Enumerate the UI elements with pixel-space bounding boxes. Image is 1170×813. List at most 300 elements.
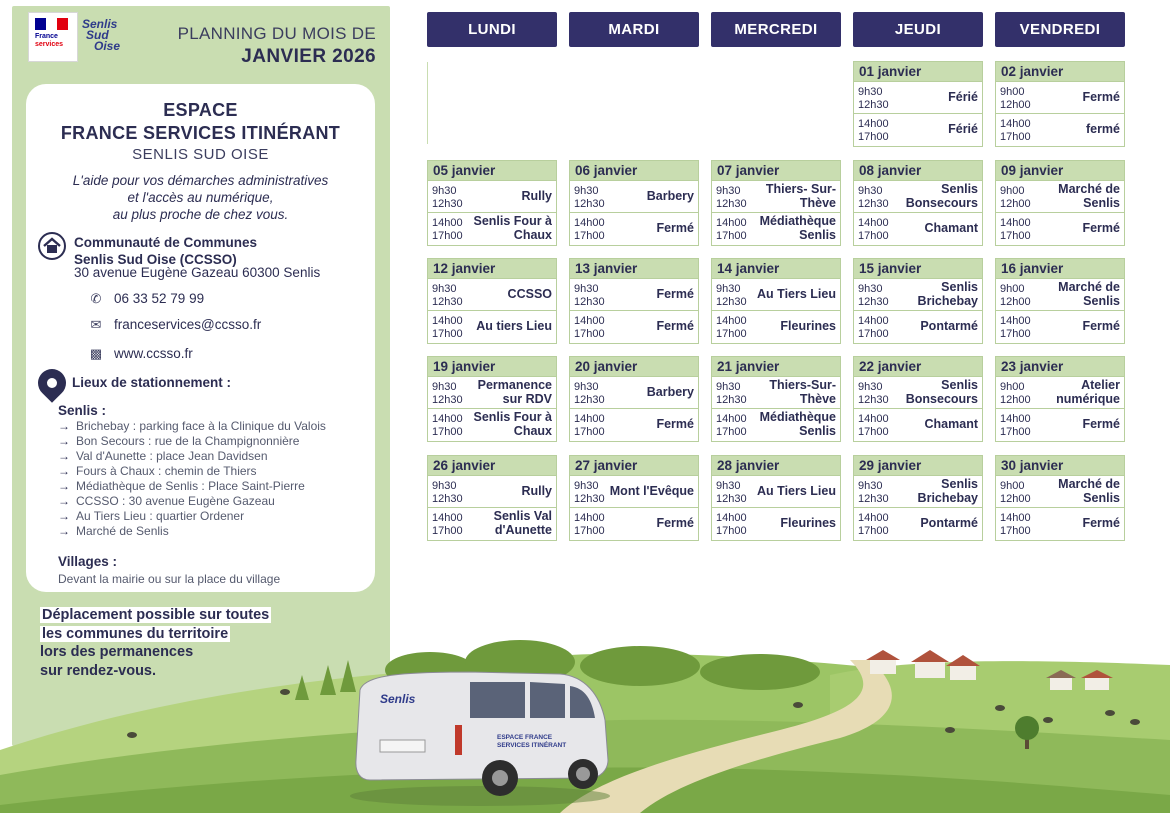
start-time: 9h30 <box>574 480 599 492</box>
day-cell <box>569 258 699 344</box>
day-cell <box>569 455 699 541</box>
slot-location: Férié <box>948 121 978 136</box>
start-time: 9h00 <box>1000 86 1025 98</box>
slot-location: Fermé <box>1082 416 1120 431</box>
slot-times <box>858 86 889 112</box>
day-cell <box>711 160 841 246</box>
slot-location: Senlis Bonsecours <box>905 378 978 406</box>
day-date: 19 janvier <box>428 357 556 376</box>
day-date: 01 janvier <box>854 62 982 81</box>
day-cell <box>711 356 841 442</box>
end-time: 17h00 <box>432 426 463 438</box>
day-cell <box>995 258 1125 344</box>
parking-place: Fours à Chaux : chemin de Thiers <box>76 464 257 478</box>
start-time: 9h30 <box>432 283 457 295</box>
list-item <box>58 524 326 539</box>
day-date: 16 janvier <box>996 259 1124 278</box>
home-icon <box>38 232 66 260</box>
start-time: 9h30 <box>716 480 741 492</box>
travel-note-line: Déplacement possible sur toutes <box>42 607 270 623</box>
end-time: 12h30 <box>432 296 463 308</box>
start-time: 14h00 <box>858 413 889 425</box>
day-date: 30 janvier <box>996 456 1124 475</box>
mail-icon: ✉ <box>90 317 102 332</box>
start-time: 14h00 <box>432 512 463 524</box>
start-time: 14h00 <box>716 217 747 229</box>
start-time: 14h00 <box>574 413 605 425</box>
afternoon-slot <box>996 113 1124 145</box>
slot-location: Chamant <box>924 416 978 431</box>
slot-location: Fermé <box>656 515 694 530</box>
afternoon-slot <box>854 113 982 145</box>
day-cell <box>427 258 557 344</box>
end-time: 12h30 <box>858 394 889 406</box>
morning-slot <box>570 376 698 408</box>
landscape-illustration <box>0 600 1170 813</box>
slot-times <box>1000 185 1031 211</box>
org-name-line: Communauté de Communes <box>74 235 258 250</box>
day-date: 21 janvier <box>712 357 840 376</box>
slot-location: Fermé <box>656 416 694 431</box>
card-title: FRANCE SERVICES ITINÉRANT <box>60 123 341 143</box>
start-time: 9h00 <box>1000 185 1025 197</box>
day-date: 08 janvier <box>854 161 982 180</box>
slot-location: Au Tiers Lieu <box>757 483 836 498</box>
slot-times <box>574 381 605 407</box>
end-time: 17h00 <box>858 230 889 242</box>
logo-fs-line: France <box>35 33 58 40</box>
morning-slot <box>996 376 1124 408</box>
afternoon-slot <box>854 310 982 342</box>
day-cell <box>853 258 983 344</box>
day-date: 07 janvier <box>712 161 840 180</box>
end-time: 17h00 <box>1000 131 1031 143</box>
slot-location: Rully <box>521 188 552 203</box>
start-time: 9h00 <box>1000 480 1025 492</box>
end-time: 17h00 <box>574 230 605 242</box>
start-time: 9h30 <box>432 381 457 393</box>
slot-location: Thiers-Sur-Thève <box>769 378 836 406</box>
day-header-lundi: LUNDI <box>427 12 557 47</box>
day-date: 15 janvier <box>854 259 982 278</box>
slot-location: Atelier numérique <box>1056 378 1120 406</box>
slot-location: Fermé <box>656 220 694 235</box>
end-time: 17h00 <box>716 328 747 340</box>
arrow-right-icon: → <box>58 509 70 523</box>
slot-times <box>1000 217 1031 243</box>
slot-times <box>716 480 747 506</box>
morning-slot <box>854 81 982 113</box>
day-header-mercredi: MERCREDI <box>711 12 841 47</box>
slot-times <box>1000 512 1031 538</box>
end-time: 12h00 <box>1000 198 1031 210</box>
van-logo-text: Senlis <box>380 692 416 706</box>
afternoon-slot <box>570 408 698 440</box>
afternoon-slot <box>712 310 840 342</box>
end-time: 17h00 <box>1000 230 1031 242</box>
afternoon-slot <box>428 310 556 342</box>
slot-location: Fermé <box>1082 515 1120 530</box>
afternoon-slot <box>996 507 1124 539</box>
end-time: 17h00 <box>1000 525 1031 537</box>
van-service-text: ESPACE FRANCE <box>497 734 553 741</box>
start-time: 9h30 <box>858 283 883 295</box>
slot-location: Senlis Brichebay <box>917 477 978 505</box>
morning-slot <box>854 475 982 507</box>
start-time: 14h00 <box>574 315 605 327</box>
end-time: 17h00 <box>858 426 889 438</box>
slot-location: Fermé <box>656 286 694 301</box>
end-time: 17h00 <box>432 230 463 242</box>
slot-times <box>1000 315 1031 341</box>
card-title: ESPACE <box>163 100 238 120</box>
slot-times <box>716 185 747 211</box>
afternoon-slot <box>712 212 840 244</box>
day-cell <box>427 356 557 442</box>
end-time: 12h30 <box>574 394 605 406</box>
slot-location: Senlis Bonsecours <box>905 182 978 210</box>
senlis-sud-oise-logo <box>82 15 142 65</box>
day-header-vendredi: VENDREDI <box>995 12 1125 47</box>
end-time: 12h00 <box>1000 394 1031 406</box>
morning-slot <box>996 278 1124 310</box>
slot-location: CCSSO <box>507 286 552 301</box>
end-time: 12h00 <box>1000 493 1031 505</box>
slot-times <box>432 217 463 243</box>
parking-place: Marché de Senlis <box>76 524 169 538</box>
parking-place: Val d'Aunette : place Jean Davidsen <box>76 449 268 463</box>
laptop-icon: ▩ <box>89 346 103 361</box>
france-services-logo <box>28 12 78 62</box>
travel-note-line: sur rendez-vous. <box>40 662 157 679</box>
parking-place: Brichebay : parking face à la Clinique du Valois <box>76 419 326 433</box>
tagline-line: L'aide pour vos démarches administratives <box>72 173 329 188</box>
end-time: 17h00 <box>574 525 605 537</box>
van-service-text: SERVICES ITINÉRANT <box>497 742 567 749</box>
day-cell <box>995 455 1125 541</box>
slot-location: Senlis Brichebay <box>917 280 978 308</box>
end-time: 17h00 <box>574 426 605 438</box>
end-time: 17h00 <box>858 328 889 340</box>
slot-times <box>574 283 605 309</box>
end-time: 12h30 <box>716 493 747 505</box>
afternoon-slot <box>854 507 982 539</box>
start-time: 14h00 <box>858 315 889 327</box>
day-cell <box>711 258 841 344</box>
morning-slot <box>996 81 1124 113</box>
slot-location: Senlis Four à Chaux <box>473 410 552 438</box>
slot-times <box>574 413 605 439</box>
tagline-line: au plus proche de chez vous. <box>112 207 289 222</box>
day-cell <box>995 356 1125 442</box>
afternoon-slot <box>570 212 698 244</box>
start-time: 14h00 <box>1000 512 1031 524</box>
end-time: 12h00 <box>1000 99 1031 111</box>
website-contact[interactable] <box>88 346 193 362</box>
start-time: 14h00 <box>858 217 889 229</box>
slot-times <box>574 185 605 211</box>
slot-times <box>432 512 463 538</box>
end-time: 17h00 <box>1000 328 1031 340</box>
slot-location: Fermé <box>656 318 694 333</box>
slot-location: Fermé <box>1082 89 1120 104</box>
start-time: 9h30 <box>858 480 883 492</box>
organization-name <box>74 234 257 268</box>
start-time: 14h00 <box>432 315 463 327</box>
slot-times <box>858 480 889 506</box>
slot-location: Férié <box>948 89 978 104</box>
slot-location: Fermé <box>1082 318 1120 333</box>
logo-sso-line: Oise <box>94 39 121 53</box>
end-time: 17h00 <box>432 328 463 340</box>
slot-times <box>716 413 747 439</box>
slot-times <box>716 381 747 407</box>
slot-times <box>716 217 747 243</box>
slot-location: Fleurines <box>780 318 836 333</box>
end-time: 12h30 <box>432 394 463 406</box>
list-item <box>58 419 326 434</box>
phone-contact[interactable] <box>88 291 204 307</box>
slot-times <box>574 512 605 538</box>
slot-times <box>432 185 463 211</box>
slot-location: Marché de Senlis <box>1058 182 1120 210</box>
slot-location: Barbery <box>646 384 694 399</box>
start-time: 14h00 <box>432 217 463 229</box>
slot-times <box>432 413 463 439</box>
service-card <box>26 84 375 592</box>
slot-location: Fleurines <box>780 515 836 530</box>
day-cell <box>427 160 557 246</box>
day-cell <box>853 160 983 246</box>
day-cell <box>853 356 983 442</box>
morning-slot <box>996 475 1124 507</box>
slot-location: Marché de Senlis <box>1058 280 1120 308</box>
day-cell <box>995 160 1125 246</box>
day-cell <box>569 160 699 246</box>
start-time: 14h00 <box>1000 118 1031 130</box>
start-time: 14h00 <box>574 217 605 229</box>
logo-fs-line: services <box>35 41 64 48</box>
slot-times <box>858 381 889 407</box>
day-header-mardi: MARDI <box>569 12 699 47</box>
day-cell <box>711 455 841 541</box>
start-time: 9h30 <box>432 185 457 197</box>
morning-slot <box>996 180 1124 212</box>
morning-slot <box>428 180 556 212</box>
slot-location: Senlis Four à Chaux <box>473 214 552 242</box>
morning-slot <box>428 475 556 507</box>
slot-times <box>574 217 605 243</box>
location-pin-icon <box>32 363 72 403</box>
start-time: 9h00 <box>1000 381 1025 393</box>
end-time: 17h00 <box>858 525 889 537</box>
planning-month: JANVIER 2026 <box>241 46 376 67</box>
day-date: 23 janvier <box>996 357 1124 376</box>
end-time: 12h30 <box>574 493 605 505</box>
end-time: 12h30 <box>574 198 605 210</box>
slot-times <box>1000 86 1031 112</box>
logo-sso-line: Sud <box>86 28 109 42</box>
start-time: 9h30 <box>858 185 883 197</box>
morning-slot <box>428 376 556 408</box>
logo-sso-line: Senlis <box>82 17 118 31</box>
french-flag-icon <box>35 18 68 30</box>
slot-location: Barbery <box>646 188 694 203</box>
end-time: 17h00 <box>716 230 747 242</box>
morning-slot <box>570 180 698 212</box>
slot-location: Pontarmé <box>920 318 978 333</box>
end-time: 12h30 <box>574 296 605 308</box>
morning-slot <box>428 278 556 310</box>
start-time: 14h00 <box>716 413 747 425</box>
day-date: 14 janvier <box>712 259 840 278</box>
slot-times <box>858 217 889 243</box>
day-cell <box>853 455 983 541</box>
slot-times <box>574 480 605 506</box>
start-time: 9h30 <box>716 381 741 393</box>
end-time: 12h30 <box>858 99 889 111</box>
slot-location: fermé <box>1085 121 1120 136</box>
slot-times <box>716 315 747 341</box>
arrow-right-icon: → <box>58 449 70 463</box>
parking-place: CCSSO : 30 avenue Eugène Gazeau <box>76 494 275 508</box>
day-date: 29 janvier <box>854 456 982 475</box>
day-date: 05 janvier <box>428 161 556 180</box>
slot-times <box>716 283 747 309</box>
list-item <box>58 494 326 509</box>
morning-slot <box>712 278 840 310</box>
morning-slot <box>854 278 982 310</box>
day-cell <box>569 356 699 442</box>
end-time: 12h30 <box>858 296 889 308</box>
travel-note-line: lors des permanences <box>40 644 194 660</box>
organization-address: 30 avenue Eugène Gazeau 60300 Senlis <box>74 265 321 280</box>
end-time: 12h30 <box>432 493 463 505</box>
slot-times <box>432 283 463 309</box>
slot-location: Pontarmé <box>920 515 978 530</box>
arrow-right-icon: → <box>58 464 70 478</box>
start-time: 14h00 <box>716 315 747 327</box>
parking-place: Au Tiers Lieu : quartier Ordener <box>76 509 245 523</box>
end-time: 17h00 <box>574 328 605 340</box>
slot-location: Au Tiers Lieu <box>757 286 836 301</box>
slot-location: Mont l'Evêque <box>609 483 694 498</box>
website-url: www.ccsso.fr <box>114 346 193 361</box>
card-subtitle: SENLIS SUD OISE <box>132 146 269 163</box>
day-cell <box>853 61 983 147</box>
slot-location: Rully <box>521 483 552 498</box>
afternoon-slot <box>570 507 698 539</box>
day-date: 09 janvier <box>996 161 1124 180</box>
end-time: 12h30 <box>858 493 889 505</box>
end-time: 12h30 <box>716 394 747 406</box>
start-time: 9h30 <box>574 185 599 197</box>
parking-title: Lieux de stationnement : <box>72 375 232 390</box>
morning-slot <box>570 278 698 310</box>
afternoon-slot <box>996 310 1124 342</box>
day-date: 22 janvier <box>854 357 982 376</box>
org-name-line: Senlis Sud Oise (CCSSO) <box>74 252 237 267</box>
slot-location: Fermé <box>1082 220 1120 235</box>
start-time: 9h30 <box>858 381 883 393</box>
arrow-right-icon: → <box>58 434 70 448</box>
list-item <box>58 434 326 449</box>
afternoon-slot <box>428 212 556 244</box>
slot-location: Senlis Val d'Aunette <box>493 509 552 537</box>
afternoon-slot <box>996 212 1124 244</box>
slot-times <box>1000 480 1031 506</box>
parking-place: Bon Secours : rue de la Champignonnière <box>76 434 300 448</box>
start-time: 14h00 <box>432 413 463 425</box>
end-time: 17h00 <box>432 525 463 537</box>
phone-icon: ✆ <box>90 291 102 306</box>
start-time: 14h00 <box>1000 217 1031 229</box>
arrow-right-icon: → <box>58 479 70 493</box>
morning-slot <box>854 376 982 408</box>
afternoon-slot <box>854 408 982 440</box>
start-time: 9h30 <box>574 381 599 393</box>
travel-note-line: les communes du territoire <box>42 625 229 642</box>
slot-times <box>1000 413 1031 439</box>
slot-times <box>716 512 747 538</box>
end-time: 12h00 <box>1000 296 1031 308</box>
day-date: 28 janvier <box>712 456 840 475</box>
end-time: 17h00 <box>716 426 747 438</box>
start-time: 9h00 <box>1000 283 1025 295</box>
day-date: 26 janvier <box>428 456 556 475</box>
slot-location: Médiathèque Senlis <box>759 214 836 242</box>
senlis-label: Senlis : <box>58 403 107 418</box>
day-cell <box>427 455 557 541</box>
slot-times <box>432 480 463 506</box>
slot-times <box>1000 118 1031 144</box>
logos <box>28 12 170 67</box>
parking-place: Médiathèque de Senlis : Place Saint-Pierre <box>76 479 305 493</box>
end-time: 12h30 <box>716 296 747 308</box>
list-item <box>58 509 326 524</box>
day-header-jeudi: JEUDI <box>853 12 983 47</box>
villages-label: Villages : <box>58 554 118 569</box>
villages-text: Devant la mairie ou sur la place du village <box>58 572 281 586</box>
start-time: 9h30 <box>432 480 457 492</box>
end-time: 12h30 <box>858 198 889 210</box>
slot-location: Médiathèque Senlis <box>759 410 836 438</box>
list-item <box>58 479 326 494</box>
slot-times <box>1000 381 1031 407</box>
day-cell <box>995 61 1125 147</box>
slot-location: Au tiers Lieu <box>476 318 552 333</box>
email-contact[interactable] <box>88 317 261 333</box>
day-date: 27 janvier <box>570 456 698 475</box>
afternoon-slot <box>854 212 982 244</box>
start-time: 14h00 <box>574 512 605 524</box>
slot-location: Marché de Senlis <box>1058 477 1120 505</box>
tagline-line: et l'accès au numérique, <box>127 190 274 205</box>
start-time: 9h30 <box>716 185 741 197</box>
day-date: 12 janvier <box>428 259 556 278</box>
afternoon-slot <box>712 507 840 539</box>
slot-location: Thiers- Sur-Thève <box>765 182 836 210</box>
email-address: franceservices@ccsso.fr <box>114 317 262 332</box>
start-time: 14h00 <box>1000 315 1031 327</box>
arrow-right-icon: → <box>58 494 70 508</box>
end-time: 17h00 <box>716 525 747 537</box>
arrow-right-icon: → <box>58 419 70 433</box>
slot-times <box>858 283 889 309</box>
start-time: 14h00 <box>858 118 889 130</box>
morning-slot <box>570 475 698 507</box>
phone-number: 06 33 52 79 99 <box>114 291 205 306</box>
